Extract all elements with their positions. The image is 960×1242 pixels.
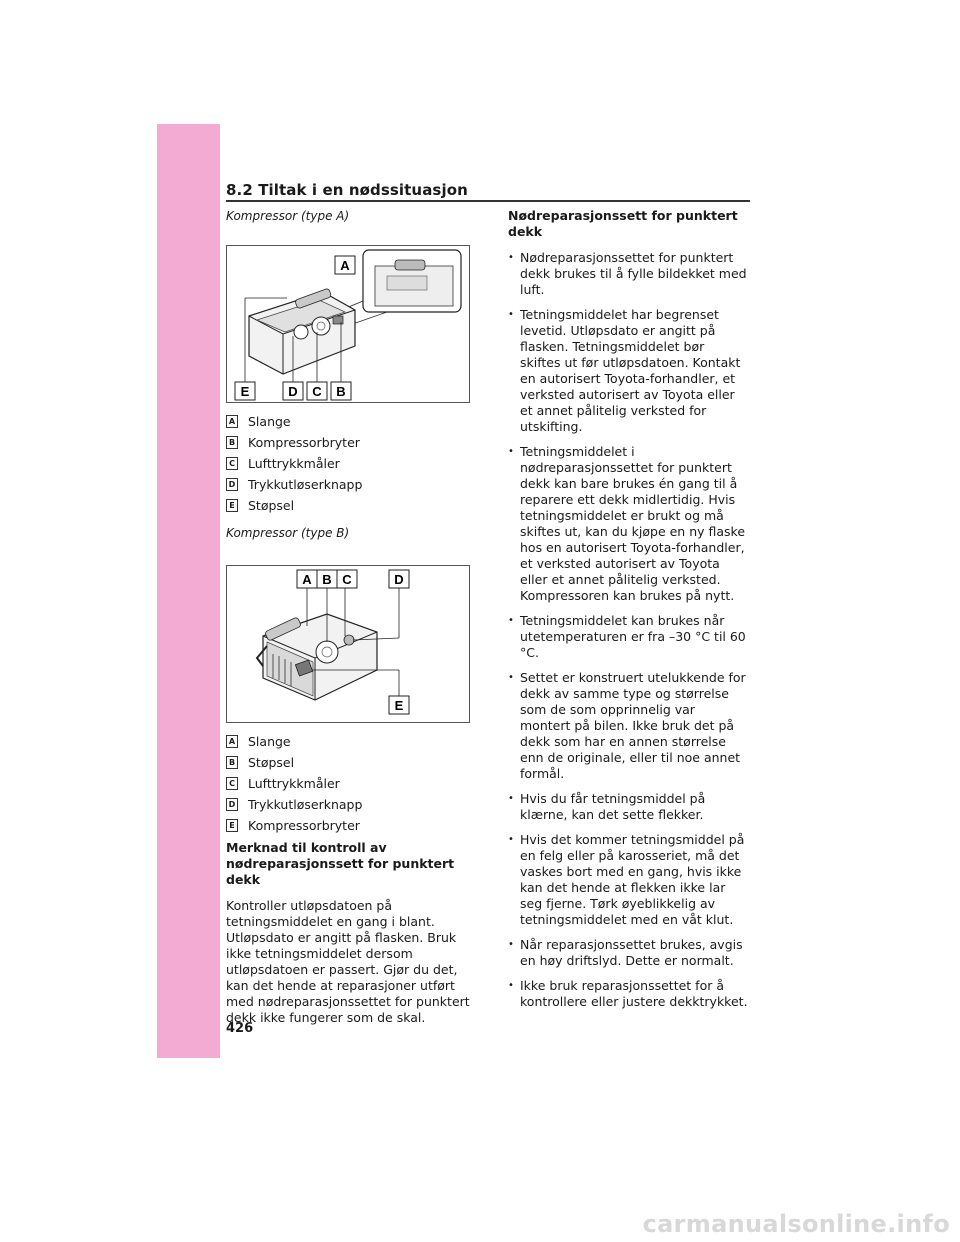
legend-text: Lufttrykkmåler bbox=[248, 456, 340, 471]
legend-text: Kompressorbryter bbox=[248, 435, 360, 450]
caption-type-a: Kompressor (type A) bbox=[226, 209, 350, 223]
legend-item bbox=[226, 731, 474, 752]
legend-key-badge: B bbox=[226, 436, 238, 449]
bullet-item: • Nødreparasjonssettet for punktert dekk brukes til å fylle bildekket med luft. bbox=[508, 250, 748, 298]
caption-type-b: Kompressor (type B) bbox=[226, 526, 350, 540]
repair-kit-bullets bbox=[508, 250, 748, 1010]
legend-item bbox=[226, 411, 474, 432]
legend-item bbox=[226, 794, 474, 815]
legend-type-b bbox=[226, 731, 474, 836]
fig-a-label-c: C bbox=[312, 384, 322, 399]
bullet-item: • Tetningsmiddelet kan brukes når utetemperaturen er fra –30 °C til 60 °C. bbox=[508, 613, 748, 661]
fig-b-label-d: D bbox=[394, 572, 404, 587]
heading-repair-kit: Nødreparasjonssett for punktert dekk bbox=[508, 208, 738, 239]
fig-a-label-b: B bbox=[336, 384, 346, 399]
legend-text: Støpsel bbox=[248, 498, 295, 513]
legend-key-badge: A bbox=[226, 415, 238, 428]
fig-b-label-c: C bbox=[342, 572, 352, 587]
legend-text: Trykkutløserknapp bbox=[248, 477, 363, 492]
legend-text: Kompressorbryter bbox=[248, 818, 360, 833]
fig-a-label-d: D bbox=[288, 384, 298, 399]
legend-text: Slange bbox=[248, 414, 291, 429]
watermark: carmanualsonline.info bbox=[642, 1210, 950, 1238]
legend-key-badge: C bbox=[226, 457, 238, 470]
bullet-item: • Hvis det kommer tetningsmiddel på en felg eller på karosseriet, må det vaskes bort med en gang, hvis ikke kan det hende at flekken ikke lar seg fjerne. Tørk øyeblikkelig av tetningsmiddelet med en våt klut. bbox=[508, 832, 748, 928]
bullet-item: • Tetningsmiddelet har begrenset levetid. Utløpsdato er angitt på flasken. Tetningsmiddelet bør skiftes ut før utløpsdatoen. Kontakt en autorisert Toyota-forhandler, et verksted autorisert av Toyota eller et annet pålitelig verksted for utskifting. bbox=[508, 307, 748, 435]
bullet-item: • Hvis du får tetningsmiddel på klærne, kan det sette flekker. bbox=[508, 791, 748, 823]
section-color-band bbox=[157, 124, 220, 1058]
compressor-type-a-illustration bbox=[227, 246, 469, 402]
legend-item bbox=[226, 474, 474, 495]
legend-item bbox=[226, 773, 474, 794]
legend-item bbox=[226, 752, 474, 773]
legend-item bbox=[226, 453, 474, 474]
heading-check-note: Merknad til kontroll av nødreparasjonssett for punktert dekk bbox=[226, 840, 455, 887]
fig-b-label-a: A bbox=[302, 572, 312, 587]
fig-b-label-e: E bbox=[394, 698, 404, 713]
page-number: 426 bbox=[226, 1021, 254, 1036]
bullet-item: • Tetningsmiddelet i nødreparasjonssettet for punktert dekk kan bare brukes én gang til å reparere ett dekk midlertidig. Hvis tetningsmiddelet er brukt og må skiftes ut, kan du kjøpe en ny flaske hos en autorisert Toyota-forhandler, et verksted autorisert av Toyota eller et annet pålitelig verksted. Kompressoren kan brukes på nytt. bbox=[508, 444, 748, 604]
legend-type-a bbox=[226, 411, 474, 516]
right-column bbox=[508, 208, 748, 1019]
bullet-item: • Når reparasjonssettet brukes, avgis en høy driftslyd. Dette er normalt. bbox=[508, 937, 748, 969]
compressor-type-b-illustration bbox=[227, 566, 469, 722]
fig-a-label-a: A bbox=[340, 258, 350, 273]
section-divider bbox=[226, 200, 750, 202]
legend-text: Lufttrykkmåler bbox=[248, 776, 340, 791]
legend-key-badge: D bbox=[226, 478, 238, 491]
legend-key-badge: E bbox=[226, 499, 238, 512]
legend-item bbox=[226, 495, 474, 516]
legend-key-badge: C bbox=[226, 777, 238, 790]
section-title: 8.2 Tiltak i en nødssituasjon bbox=[226, 181, 468, 199]
legend-text: Trykkutløserknapp bbox=[248, 797, 363, 812]
fig-a-label-e: E bbox=[240, 384, 250, 399]
figure-compressor-type-b bbox=[226, 565, 470, 723]
legend-text: Støpsel bbox=[248, 755, 295, 770]
legend-key-badge: D bbox=[226, 798, 238, 811]
paragraph-check-note: Kontroller utløpsdatoen på tetningsmiddelet en gang i blant. Utløpsdato er angitt på flasken. Bruk ikke tetningsmiddelet dersom utløpsdatoen er passert. Gjør du det, kan det hende at reparasjoner utført med nødreparasjonssettet for punktert dekk ikke fungerer som de skal. bbox=[226, 898, 470, 1025]
left-column bbox=[226, 208, 474, 1026]
legend-key-badge: B bbox=[226, 756, 238, 769]
fig-b-label-b: B bbox=[322, 572, 332, 587]
bullet-item: • Settet er konstruert utelukkende for dekk av samme type og størrelse som de som opprinnelig var montert på bilen. Ikke bruk det på dekk som har en annen størrelse enn de originale, eller til noe annet formål. bbox=[508, 670, 748, 782]
figure-compressor-type-a bbox=[226, 245, 470, 403]
bullet-item: • Ikke bruk reparasjonssettet for å kontrollere eller justere dekktrykket. bbox=[508, 978, 748, 1010]
legend-key-badge: E bbox=[226, 819, 238, 832]
legend-item bbox=[226, 432, 474, 453]
legend-item bbox=[226, 815, 474, 836]
legend-text: Slange bbox=[248, 734, 291, 749]
legend-key-badge: A bbox=[226, 735, 238, 748]
